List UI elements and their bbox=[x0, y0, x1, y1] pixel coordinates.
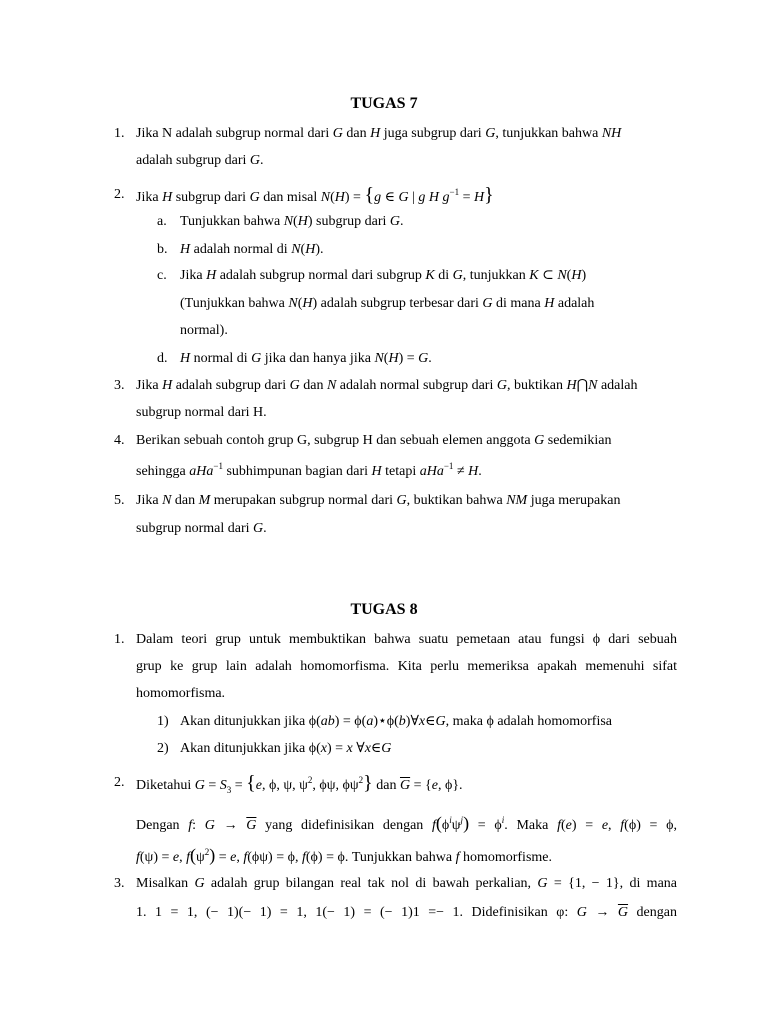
t8-item1-sub1-text: Akan ditunjukkan jika ϕ(ab) = ϕ(a)⋆ϕ(b)∀x∈G, maka ϕ adalah homomorfisa bbox=[180, 714, 613, 729]
t7-item2-number: 2. bbox=[114, 187, 125, 202]
t7-item1-line1: Jika N adalah subgrup normal dari G dan H juga subgrup dari G, tunjukkan bahwa NH bbox=[136, 126, 622, 141]
t8-item1-line1: Dalam teori grup untuk membuktikan bahwa suatu pemetaan atau fungsi ϕ dari sebuah bbox=[136, 632, 677, 647]
tugas-7-heading: TUGAS 7 bbox=[350, 95, 418, 112]
tugas-8-heading: TUGAS 8 bbox=[350, 601, 418, 618]
t8-item2-line3: f(ψ) = e, $f(\psi^2) = e$, f(ϕψ) = ϕ, f(ϕ) = ϕ. Tunjukkan bahwa f homomorfisme. bbox=[136, 845, 552, 865]
t8-item1-line3: homomorfisma. bbox=[136, 686, 226, 701]
t8-item3-line1: Misalkan G adalah grup bilangan real tak nol di bawah perkalian, G = {1, − 1}, di mana bbox=[136, 876, 678, 891]
t7-item1-line2: adalah subgrup dari G. bbox=[136, 153, 264, 168]
t7-item2b-label: b. bbox=[157, 242, 168, 257]
t7-item4-line2: sehingga aHa$^{-1}$ subhimpunan bagian dari H tetapi aHa$^{-1}$ ≠ H. bbox=[136, 461, 482, 479]
t7-item2c-label: c. bbox=[157, 268, 167, 283]
t8-item2-number: 2. bbox=[114, 775, 125, 790]
t7-item2c-text: Jika H adalah subgrup normal dari subgrup K di G, tunjukkan K ⊂ N(H) bbox=[180, 268, 587, 283]
t7-item5-line1: Jika N dan M merupakan subgrup normal dari G, buktikan bahwa NM juga merupakan bbox=[136, 493, 621, 508]
t7-item2-line1: Jika H subgrup dari G dan misal N(H) = {g ∈ G | g H $g^{-1} = H$} bbox=[136, 184, 494, 206]
t8-item1-sub2-text: Akan ditunjukkan jika ϕ(x) = x ∀x∈G bbox=[180, 741, 392, 756]
t7-item4-number: 4. bbox=[114, 433, 125, 448]
t7-item3-line1: Jika H adalah subgrup dari G dan N adalah normal subgrup dari G, buktikan H⋂N adalah bbox=[136, 378, 638, 393]
t7-item2a-text: Tunjukkan bahwa N(H) subgrup dari G. bbox=[180, 214, 404, 229]
t7-item2a-label: a. bbox=[157, 214, 167, 229]
t7-item3-line2: subgrup normal dari H. bbox=[136, 405, 267, 420]
t7-item2c-text-line2: (Tunjukkan bahwa N(H) adalah subgrup terbesar dari G di mana H adalah bbox=[180, 296, 595, 311]
t7-item5-number: 5. bbox=[114, 493, 125, 508]
t7-item4-line1: Berikan sebuah contoh grup G, subgrup H dan sebuah elemen anggota G sedemikian bbox=[136, 433, 612, 448]
t7-item5-line2: subgrup normal dari G. bbox=[136, 521, 267, 536]
t8-item1-line2: grup ke grup lain adalah homomorfisma. Kita perlu memeriksa apakah memenuhi sifat bbox=[136, 659, 677, 674]
t7-item1-number: 1. bbox=[114, 126, 125, 141]
t7-item2d-label: d. bbox=[157, 351, 168, 366]
t7-item3-number: 3. bbox=[114, 378, 125, 393]
t8-item1-sub1-label: 1) bbox=[157, 714, 169, 729]
t8-item1-sub2-label: 2) bbox=[157, 741, 169, 756]
t8-item3-number: 3. bbox=[114, 876, 125, 891]
t7-item2d-text: H normal di G jika dan hanya jika N(H) = G. bbox=[180, 351, 432, 366]
t8-item2-line1: Diketahui $G = S_3 = \{e$, ϕ, ψ, $\psi^2$, ϕψ, $\phi\psi^2$} dan $\overline{G} = \{e$, ϕ}. bbox=[136, 772, 463, 795]
t8-item1-number: 1. bbox=[114, 632, 125, 647]
t7-item2c-text-line3: normal). bbox=[180, 323, 228, 338]
t8-item3-line2: 1. 1 = 1, (− 1)(− 1) = 1, 1(− 1) = (− 1)1 =− 1. Didefinisikan φ: $G \to \overline{G}$ dengan bbox=[136, 905, 677, 920]
t8-item2-line2: Dengan f: $G \to \overline{G}$ yang didefinisikan dengan $f(\phi^i\psi^j) = \phi^i$. Maka f(e) = e, f(ϕ) = ϕ, bbox=[136, 813, 678, 833]
t7-item2b-text: H adalah normal di N(H). bbox=[180, 242, 324, 257]
